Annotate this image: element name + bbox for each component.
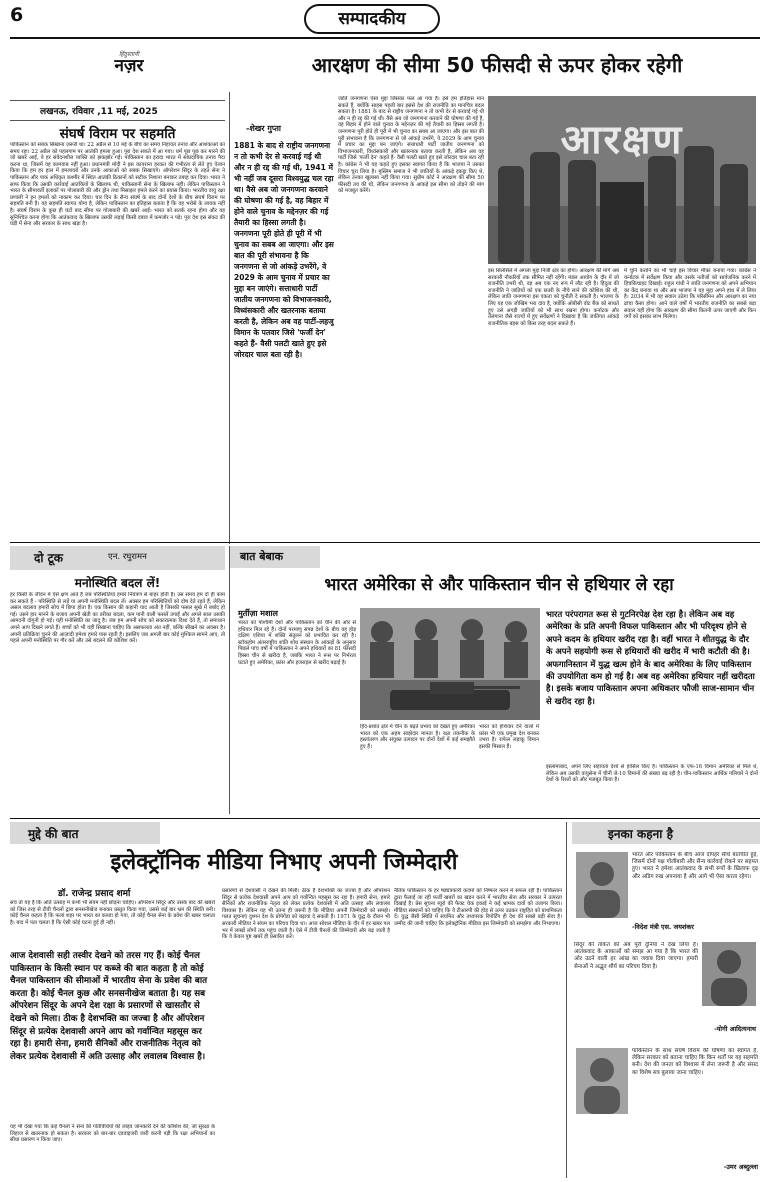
lead-col1: जाति जनगणना ऐसा मुद्दा जिसका फल आ गया है। इसे हम इतिहास मान सकते हैं, क्योंकि साहस पहली बार इससे देश की राजनीति का मानचित्र बदल सकता है। 1881 के बाद से राष्ट्रीय जनगणना न तो कभी देर से करवाई गई थी और न ही रद्द की गई थी। वैसे अब जो जनगणना करवाने की घोषणा की गई है, वह बिहार में होने वाले चुनाव के मद्देनज़र की गई तैयारी का हिस्सा लगती है। जनगणना पूरी होते ही पूरी में भी चुनाव का सबब आ जाएगा। और इस बात की पूरी संभावना है कि जनगणना से जो आंकड़े उभरेंगे, वे 2029 के आम चुनाव में प्रचार का मुद्दा बन जाएंगे। सत्ताधारी पार्टी जातीय जनगणना को विभाजनकारी, विध्वंसकारी और खतरनाक बताया करती है, लेकिन अब वह पार्टी जिसे 'फर्जी देन' कहते हैं- वैसी पलटी खाते हुए इसे जोरदार चाल बता रही है। कांग्रेस ने भी यह कहते हुए इसका स्वागत किया है कि भाजपा ने उसका विचार चुरा लिया है। मुस्लिम समाज ने भी जातियों के आंकड़े इकट्ठा किए थे, लेकिन उनका खुलासा नहीं किया गया। सुप्रीम कोर्ट ने आरक्षण की सीमा 50 फीसदी तय की थी, लेकिन जनगणना के आंकड़े इस सीमा को तोड़ने की मांग को मजबूत करेंगे।: [338, 96, 484, 195]
quote-2-text: सिंदूर की ताकत को अब पूरी दुनिया ने देख लिया है। आतंकवाद के आकाओं को समझ आ गया है कि भारत की ओर उठने वाली हर आंख का जवाब दिया जाएगा। हमारी सेनाओं ने अद्भुत शौर्य का परिचय दिया है।: [574, 942, 698, 970]
do-tok-body: हर किसी के जीवन में ऐसे क्षण आते हैं जब परिस्थितियां हमारे नियंत्रण से बाहर होती हैं। उस समय हम दो ही काम कर सकते हैं - परिस्थिति से लड़ें या अपनी मनोस्थिति बदल लें। अक्सर हम परिस्थितियों को दोष देते रहते हैं, लेकिन असल बदलाव हमारी सोच में छिपा होता है। एक किसान की कहानी याद आती है जिसकी फसल सूखे में बर्बाद हो गई। उसने हार मानने के बजाय अपनी खेती का तरीका बदला, कम पानी वाली फसलें उगाईं और अगले साल उसकी आमदनी दोगुनी हो गई। यही मनोस्थिति का जादू है। जब हम अपनी सोच को सकारात्मक दिशा देते हैं, तो समाधान अपने आप दिखने लगते हैं। बच्चों को भी यही सिखाना चाहिए कि असफलता अंत नहीं, बल्कि सीखने का अवसर है। अपनी प्रतिक्रिया चुनने की आज़ादी हमेशा हमारे पास रहती है। इसलिए जब अगली बार कोई मुश्किल सामने आए, तो पहले अपनी मनोस्थिति पर गौर करें और उसे बदलने की कोशिश करें।: [10, 592, 225, 645]
quote-1-attribution: -विदेश मंत्री एस. जयशंकर: [632, 923, 694, 931]
do-tok-label: दो टूक: [34, 551, 63, 565]
quote-1-text: भारत और पाकिस्तान के बीच आज दोपहर सीधे बातचीत हुई, जिसमें दोनों पक्ष गोलीबारी और सैन्य कार्रवाई रोकने पर सहमत हुए। भारत ने हमेशा आतंकवाद के सभी रूपों के खिलाफ दृढ़ और अडिग रुख अपनाया है और आगे भी ऐसा करता रहेगा।: [632, 852, 758, 880]
middle-band-rule: [10, 542, 760, 543]
mudde-label: मुद्दे की बात: [28, 827, 79, 841]
paper-tagline: हिंदुस्तानी: [118, 51, 140, 58]
section-banner: [304, 4, 440, 34]
top-rule: [10, 37, 760, 39]
lead-vertical-divider: [229, 92, 230, 544]
leaders-weapons-photo: [360, 608, 540, 720]
mudde-pull-quote: आज देशवासी सही तस्वीर देखने को तरस गए हैं। कोई चैनल पाकिस्तान के किसी स्थान पर कब्जे की बात कहता है तो कोई चैनल पाकिस्तान की सीमाओं में भारतीय सेना के प्रवेश की बात करता है। कोई चैनल कुछ और सनसनीखेज बताता है। यह सब ऑपरेशन सिंदूर के अपने देश रक्षा के प्रसारणों से खासतौर से देखने को मिला। ठीक है देशभक्ति का जज्बा है और ऑपरेशन सिंदूर से प्रत्येक देशवासी अपने आप को गर्वान्वित महसूस कर रहा है। हमारी सेना, हमारी सैनिकों और राजनीतिक नेतृत्व को लेकर प्रत्येक देशवासी में अति उत्साह और लवालब विश्वास है।: [10, 951, 208, 1062]
mudde-col1-bottom: यह भी देखा गया कि कई चैनलों ने सेना की गतिविधियों की लाइव जानकारी देने की कोशिश की, जो सुरक्षा के लिहाज से खतरनाक हो सकता है। सरकार को बार-बार एडवाइजरी जारी करनी पड़ी कि रक्षा अभियानों का सीधा प्रसारण न किया जाए।: [10, 1124, 215, 1144]
mudde-byline: डॉ. राजेन्द्र प्रसाद शर्मा: [58, 889, 131, 899]
dateline-rule-bottom: [10, 120, 225, 121]
person-silhouette-icon: [702, 942, 756, 1006]
lead-pull-quote: 1881 के बाद से राष्ट्रीय जनगणना न तो कभी देर से करवाई गई थी और न ही रद्द की गई थी, 1941 में भी नहीं जब दूसरा विश्वयुद्ध चल रहा था। वैसे अब जो जनगणना करवाने की घोषणा की गई है, वह बिहार में होने वाले चुनाव के मद्देनज़र की गई तैयारी का हिस्सा लगती है। जनगणना पूरी होते ही पूरी में भी चुनाव का सबब आ जाएगा। और इस बात की पूरी संभावना है कि जनगणना से जो आंकड़े उभरेंगे, वे 2029 के आम चुनाव में प्रचार का मुद्दा बन जाएंगे। सत्ताधारी पार्टी जातीय जनगणना को विभाजनकारी, विध्वंसकारी और खतरनाक बताया करती है, लेकिन अब वह पार्टी-लहजू विमान के पतवार जिसे 'फर्जी देन' कहते हैं- वैसी पलटी खाते हुए इसे जोरदार चाल बता रही है।: [234, 141, 334, 359]
dateline-rule-top: [10, 100, 225, 101]
quote-1-portrait: [576, 852, 628, 918]
mudde-col1-intro: सच तो यह है कि अति उत्साह में कभी भी संयम नहीं छोड़ना चाहिए। ऑपरेशन सिंदूर और उसके बाद की खबरों को जिस तरह से टीवी चैनलों द्वारा सनसनीखेज बनाकर प्रस्तुत किया गया, उससे कई बार भ्रम की स्थिति बनी। कोई चैनल कहता है कि फलां शहर पर भारत का कब्जा हो गया, तो कोई चैनल सेना के प्रवेश की खबर चलाता है। बाद में पता चलता है कि ऐसी कोई घटना हुई ही नहीं।: [10, 900, 215, 926]
baat-bebak-col4: इस्लामाबाद, अपने लिए सहायता देशों से हासिल किए हैं। पाकिस्तान के एफ-16 विमान अमेरिका से मिले थे, लेकिन अब उसकी वायुसेना में चीनी जे-10 विमानों की संख्या बढ़ रही है। चीन-पाकिस्तान आर्थिक गलियारे ने दोनों देशों के रिश्तों को और मजबूत किया है।: [546, 764, 758, 784]
lead-headline: आरक्षण की सीमा 50 फीसदी से ऊपर होकर रहेगी: [311, 53, 683, 77]
do-tok-author: एन. रघुरामन: [108, 552, 147, 562]
lead-byline: -शेखर गुप्ता: [246, 124, 281, 133]
paper-logo: [74, 50, 184, 75]
dateline: लखनऊ, रविवार ,11 मई, 2025: [40, 107, 158, 117]
baat-bebak-headline: भारत अमेरिका से और पाकिस्तान चीन से हथियार ले रहा: [324, 575, 674, 595]
lead-col3: में चुनि करानि का भी चाहे इस विचार मौका बनाया गया। कांग्रेस ने कर्नाटक में सर्वेक्षण किया और उसके नतीजों को सार्वजनिक करने में हिचकिचाहट दिखाई। राहुल गांधी ने जाति जनगणना को अपने अभियान का केंद्र बनाया था और अब भाजपा ने यह मुद्दा अपने हाथ में ले लिया है। 2034 में भी यह सवाल उठेगा कि परिसीमन और आरक्षण का नया ढांचा कैसा होगा। आने वाले वर्षों में भारतीय राजनीति का सबसे बड़ा सवाल यही होगा कि आरक्षण की सीमा कितनी ऊपर जाएगी और किन वर्गों को इसका लाभ मिलेगा।: [624, 268, 756, 321]
inka-label: इनका कहना है: [608, 827, 673, 841]
section-title: सम्पादकीय: [338, 9, 406, 29]
baat-bebak-vertical-divider: [229, 546, 230, 814]
reservation-protest-photo: [488, 96, 756, 264]
do-tok-headline: मनोस्थिति बदल लें!: [74, 576, 161, 590]
inka-vertical-divider: [566, 822, 567, 1178]
editorial-headline: संघर्ष विराम पर सहमति: [59, 126, 176, 142]
mudde-col3: नैतिक पाकिस्तान के हर षड्यंत्रकारी कदमों को निष्फल करने में सफल रही है। पाकिस्तान द्वारा फैलाई जा रही फर्जी खबरों का खंडन करने में भारतीय सेना और सरकार ने तत्परता दिखाई है। प्रेस सूचना ब्यूरो की फैक्ट चेक इकाई ने कई भ्रामक दावों को उजागर किया। मीडिया संस्थानों को चाहिए कि वे टीआरपी की होड़ से ऊपर उठकर राष्ट्रहित को प्राथमिकता दें। युद्ध जैसी स्थिति में संयमित और तथ्यपरक रिपोर्टिंग ही देश की सबसे बड़ी सेवा है। उम्मीद की जानी चाहिए कि इलेक्ट्रॉनिक मीडिया इस जिम्मेदारी को समझेगा और निभाएगा।: [394, 888, 562, 927]
person-silhouette-icon: [576, 852, 628, 918]
baat-bebak-col3: भारत को हथियार देने वालों में फ्रांस भी एक प्रमुख देश बनकर उभरा है। राफेल लड़ाकू विमान इसकी मिसाल हैं।: [479, 724, 539, 750]
editorial-body: पाकिस्तान को सबक सिखाना ज़रूरी था। 22 अप्रैल से 10 मई के बीच का समय निहायत तनाव और आशंकाओं का समय रहा। 22 अप्रैल को पहलगाम पर आतंकी हमला हुआ। पूरा देश सकते में आ गया। धर्म पूछ पूछ कर मारने की जो खबरें आईं, वे हर संवेदनशील व्यक्ति को झकझोर गईं। पाकिस्तान का इरादा भारत में सांप्रदायिक तनाव पैदा करना था, जिसमें वह कामयाब नहीं हुआ। प्रधानमंत्री मोदी ने इस कायराना हरकत की गंभीरता से लेते हुए ऐलान किया कि हम हर हाल में हमलावरों और उनके आकाओं को सबक सिखाएंगे। ऑपरेशन सिंदूर के तहत सेना ने पाकिस्तान और पाक अधिकृत कश्मीर में स्थित आतंकी ठिकानों को सटीक निशाना बनाकर तबाह कर दिया। भारत ने साफ किया कि उसकी कार्रवाई आतंकियों के खिलाफ थी, पाकिस्तानी सेना के खिलाफ नहीं। लेकिन पाकिस्तान ने भारत के सीमावर्ती इलाकों पर गोलाबारी की और ड्रोन तथा मिसाइल हमले करने का प्रयास किया। भारतीय वायु रक्षा प्रणाली ने इन हमलों को नाकाम कर दिया। चार दिन के सैन्य संघर्ष के बाद दोनों देशों के बीच संघर्ष विराम पर सहमति बनी है। यह सहमति स्वागत योग्य है, लेकिन पाकिस्तान का इतिहास बताता है कि वह भरोसे के लायक नहीं है। संघर्ष विराम के कुछ ही घंटों बाद सीमा पर गोलाबारी की खबरें आईं। भारत को सतर्क रहना होगा और यह सुनिश्चित करना होगा कि आतंकवाद के खिलाफ उसकी लड़ाई किसी दबाव में कमजोर न पड़े। पूरा देश इस संकट की घड़ी में सेना और सरकार के साथ खड़ा है।: [10, 142, 225, 228]
person-silhouette-icon: [576, 1048, 628, 1114]
lead-col2: इस सिलसिले में अगला मुद्दा निजी क्षेत्र का होगा। आरक्षण की मांगें अब सरकारी नौकरियों तक सीमित नहीं रहेंगी। मंडल आयोग के दौर में जो राजनीति उभरी थी, वह अब एक नए रूप में लौट रही है। हिंदुत्व की राजनीति ने जातियों को एक छतरी के नीचे लाने की कोशिश की थी, लेकिन जाति जनगणना इस एकता को चुनौती दे सकती है। भाजपा के लिए यह एक जोखिम भरा दांव है, क्योंकि ओबीसी वोट बैंक को साधते हुए उसे अगड़ी जातियों को भी साथ रखना होगा। कर्नाटक और तेलंगाना जैसे राज्यों में हुए सर्वेक्षणों ने दिखाया है कि जातिगत आंकड़े राजनीतिक बहस को किस तरह बदल सकते हैं।: [488, 268, 619, 327]
leaders-and-tank-illustration: [360, 608, 540, 720]
baat-bebak-col2: हिंद-प्रशांत क्षेत्र में चीन के बढ़ते प्रभाव को देखते हुए अमेरिका भारत को एक अहम साझेदार मानता है। रक्षा तकनीक के हस्तांतरण और संयुक्त उत्पादन पर दोनों देशों में कई समझौते हुए हैं।: [360, 724, 475, 750]
quote-3-attribution: -उमर अब्दुल्ला: [723, 1163, 758, 1171]
baat-bebak-byline: मुर्तीज़ा मशाल: [238, 609, 278, 618]
paper-name: नज़र: [114, 56, 144, 76]
mudde-col2: प्रसारणों से देशवासी ने देखने की मिली। ठीक है देशभक्ति का जज्बा है और ऑपरेशन सिंदूर से प्रत्येक देशवासी अपने आप को गर्वान्वित महसूस कर रहा है। हमारी सेना, हमारे सैनिकों और राजनीतिक नेतृत्व को लेकर प्रत्येक देशवासी में अति उत्साह और लवालब विश्वास है। लेकिन यह भी उतना ही जरूरी है कि मीडिया अपनी जिम्मेदारी को समझे। गलत सूचनाएं दुश्मन देश के प्रोपेगेंडा को बढ़ावा दे सकती हैं। 1971 के युद्ध के दौरान भी सरकारी मीडिया ने संयम का परिचय दिया था। आज सोशल मीडिया के दौर में हर खबर पल भर में लाखों लोगों तक पहुंच जाती है। ऐसे में टीवी चैनलों की जिम्मेदारी और बढ़ जाती है कि वे केवल पुष्ट खबरें ही प्रसारित करें।: [222, 888, 390, 941]
mudde-headline: इलेक्ट्रॉनिक मीडिया निभाए अपनी जिम्मेदारी: [110, 850, 458, 875]
page-number: 6: [10, 4, 24, 26]
quote-2-attribution: -योगी आदित्यनाथ: [714, 1025, 756, 1033]
quote-2-portrait: [702, 942, 756, 1006]
photo-caption-lettering: आरक्षण: [560, 117, 684, 163]
quote-3-portrait: [576, 1048, 628, 1114]
baat-bebak-pull-quote: भारत परंपरागत रूस से गुटनिरपेक्ष देश रहा है। लेकिन अब वह अमेरिका के प्रति अपनी विफल पाकिस्तान और भी परिदृश्य होने से अपने कदम के हथियार खरीद रहा है। वहीं भारत ने शीतयुद्ध के दौर के अपने सहयोगी रूस से हथियारों की खरीद में भारी कटौती की है। अफगानिस्तान में युद्ध खत्म होने के बाद अमेरिका के लिए पाकिस्तान की उपयोगिता कम हो गई है। अब वह अमेरिका हथियार नहीं खरीदता है। इसके बजाय पाकिस्तान अपना अधिकतर फौजी साज-सामान चीन से खरीद रहा है।: [546, 609, 755, 706]
baat-bebak-label: बात बेबाक: [240, 550, 284, 563]
bottom-band-rule: [10, 818, 760, 819]
quote-3-text: पाकिस्तान के साथ संघर्ष विराम की घोषणा का स्वागत है, लेकिन सरकार को बताना चाहिए कि किन शर्तों पर यह सहमति बनी। देश की जनता को विश्वास में लेना जरूरी है और संसद का विशेष सत्र बुलाया जाना चाहिए।: [632, 1048, 758, 1076]
baat-bebak-col1: भारत को पश्चिमी देशों और पाकिस्तान को चीन की ओर से हथियार मिल रहे हैं। दोनों परमाणु संपन्न देशों के बीच यह होड़ दक्षिण एशिया में शक्ति संतुलन को प्रभावित कर रही है। स्टॉकहोम अंतरराष्ट्रीय शांति शोध संस्थान के आंकड़ों के अनुसार पिछले पांच वर्षों में पाकिस्तान ने अपने हथियारों का 81 फीसदी हिस्सा चीन से खरीदा है, जबकि भारत ने रूस पर निर्भरता घटाते हुए अमेरिका, फ्रांस और इजराइल से खरीद बढ़ाई है।: [238, 620, 356, 666]
